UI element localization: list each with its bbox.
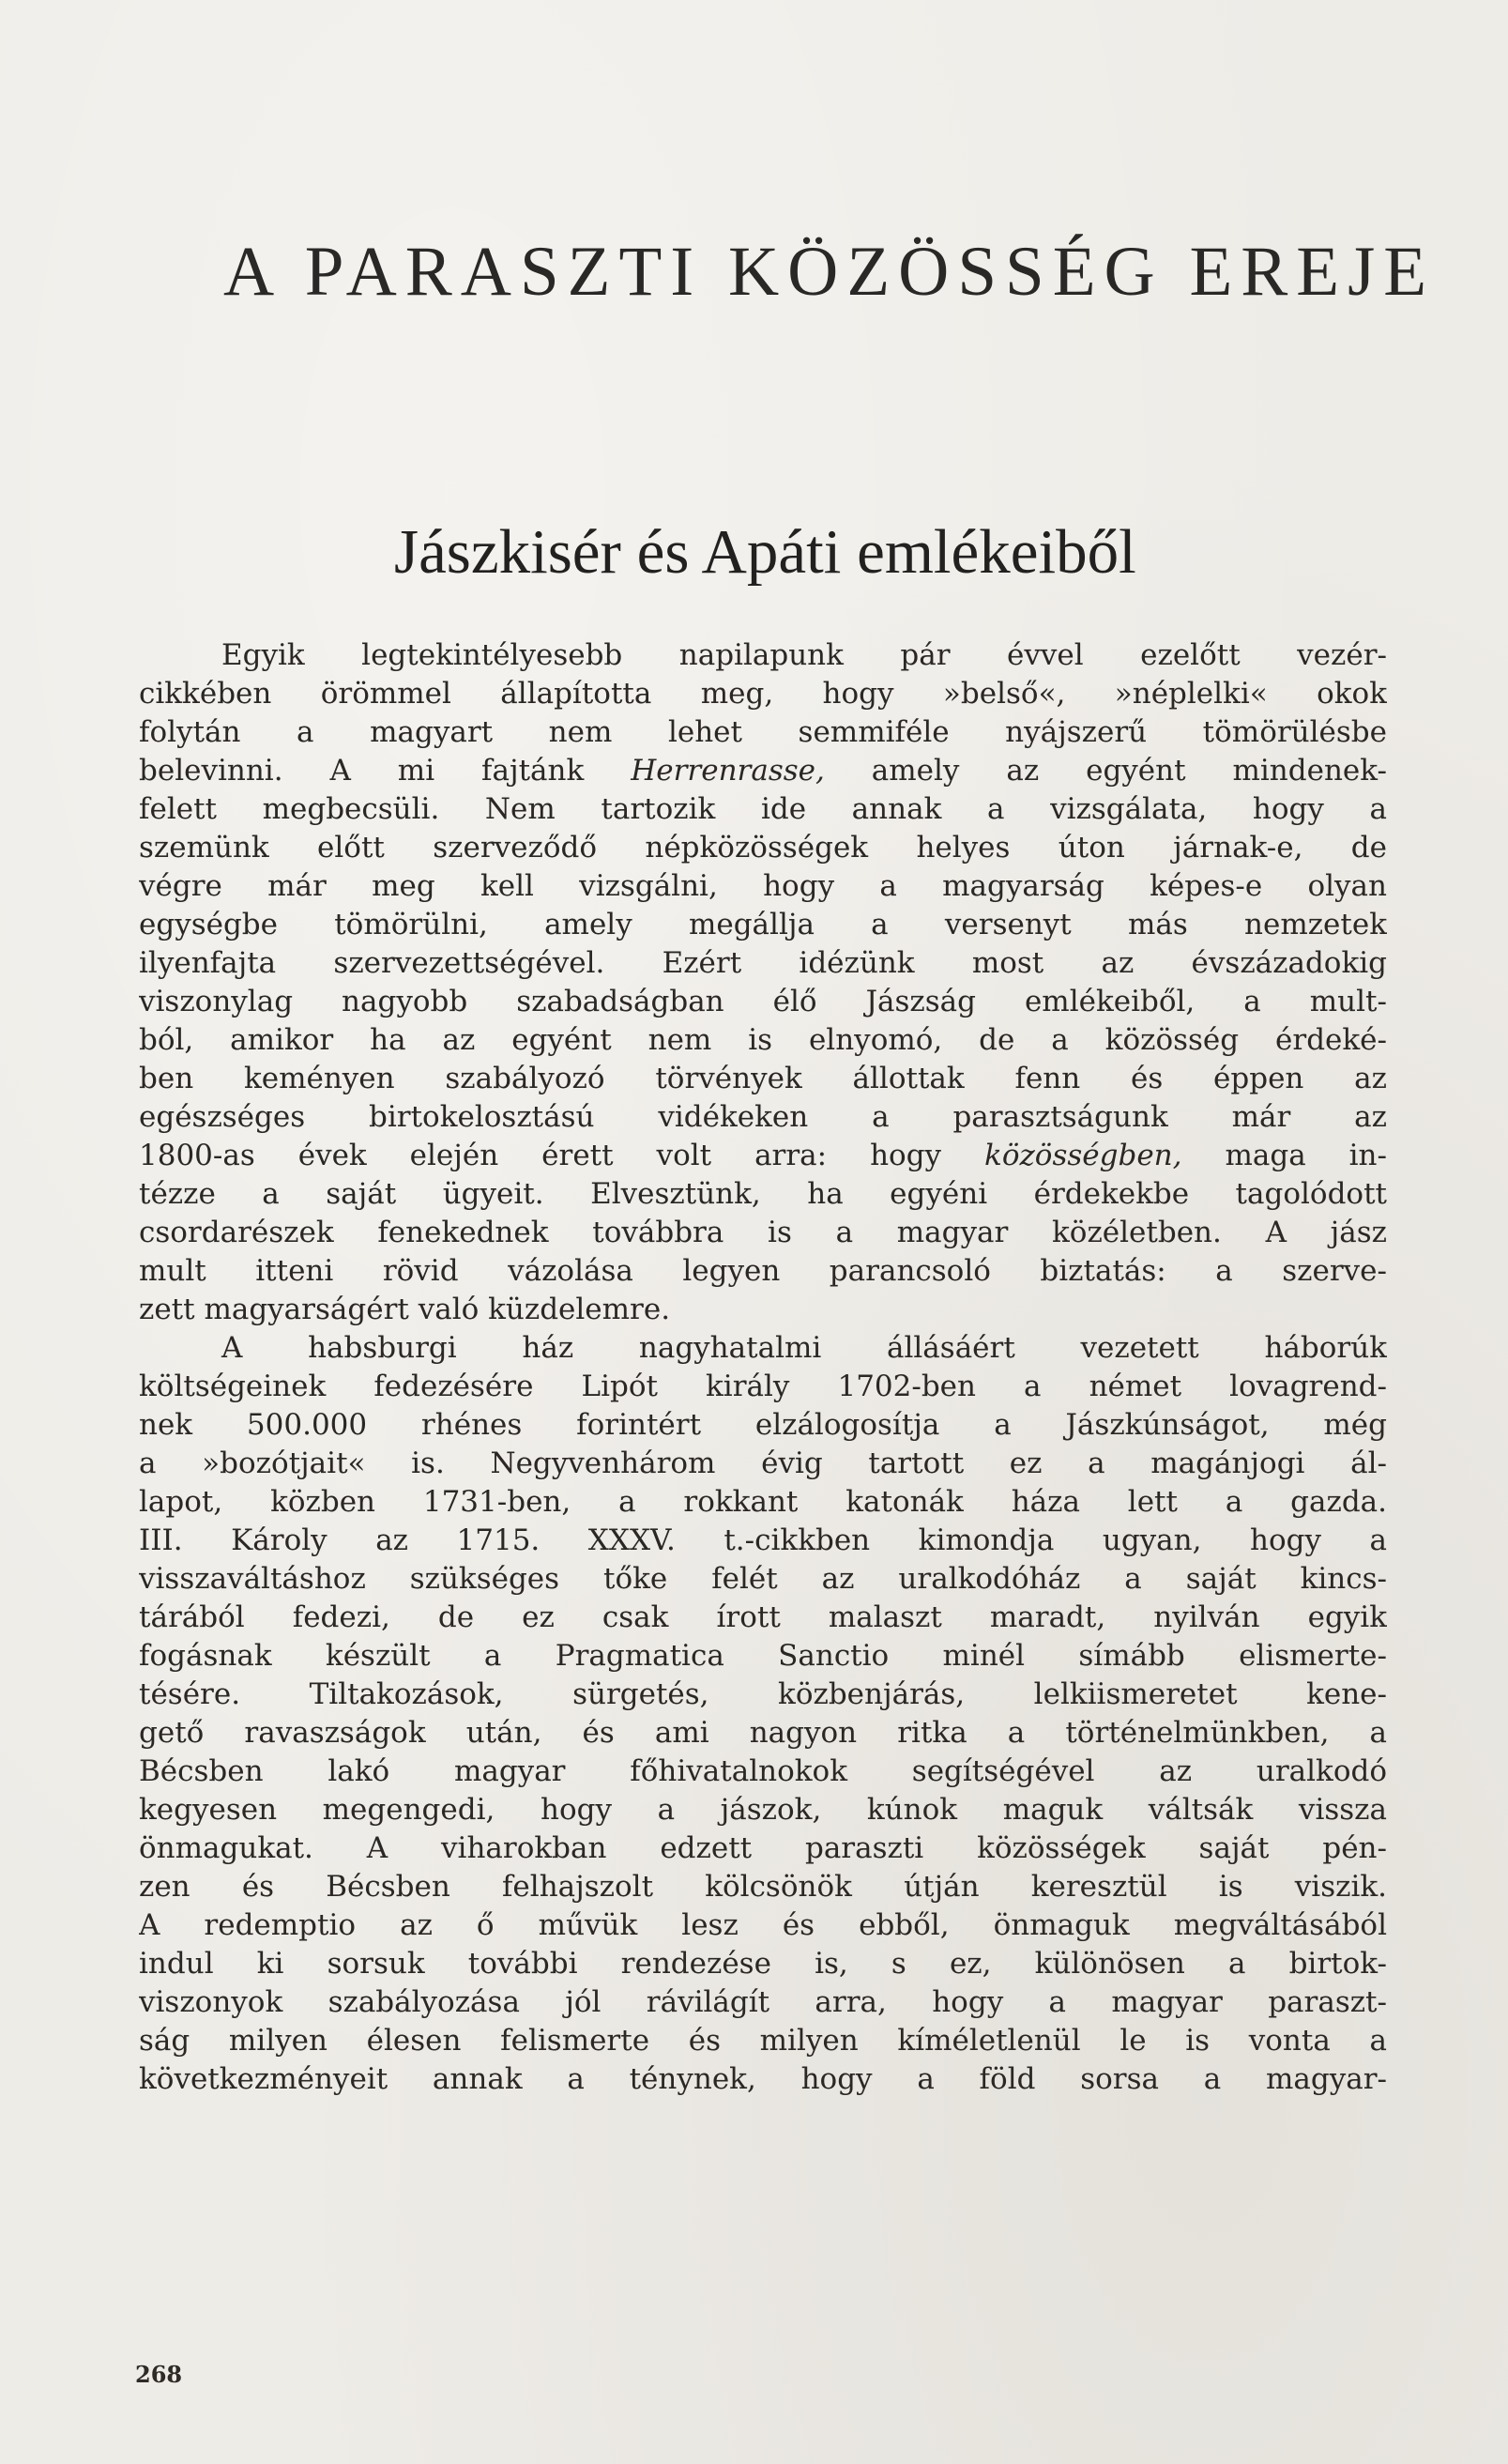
text-line: ság milyen élesen felismerte és milyen kíméletlenül le is vonta a xyxy=(139,2024,1387,2058)
text-line: lapot, közben 1731-ben, a rokkant katonák háza lett a gazda. xyxy=(139,1485,1387,1519)
text-line: A redemptio az ő művük lesz és ebből, önmaguk megváltásából xyxy=(139,1908,1387,1942)
page-number: 268 xyxy=(135,2361,183,2388)
text-line: ból, amikor ha az egyént nem is elnyomó, de a közösség érdeké- xyxy=(139,1023,1387,1057)
text-line xyxy=(139,1137,1387,1175)
text-line: tárából fedezi, de ez csak írott malaszt maradt, nyilván egyik xyxy=(139,1600,1387,1634)
text-line: végre már meg kell vizsgálni, hogy a magyarság képes-e olyan xyxy=(139,869,1387,903)
text-line: ben keményen szabályozó törvények állottak fenn és éppen az xyxy=(139,1062,1387,1095)
italic-term: közösségben, xyxy=(984,1139,1182,1172)
text-line: III. Károly az 1715. XXXV. t.-cikkben kimondja ugyan, hogy a xyxy=(139,1523,1387,1557)
text-line: cikkében örömmel állapította meg, hogy »belső«, »néplelki« okok xyxy=(139,677,1387,711)
text-line: A habsburgi ház nagyhatalmi állásáért vezetett háborúk xyxy=(221,1331,1387,1365)
text-line: mult itteni rövid vázolása legyen parancsoló biztatás: a szerve- xyxy=(139,1254,1387,1288)
text-line: költségeinek fedezésére Lipót király 1702-ben a német lovagrend- xyxy=(139,1370,1387,1403)
text-line: folytán a magyart nem lehet semmiféle nyájszerű tömörülésbe xyxy=(139,715,1387,749)
text-line: Egyik legtekintélyesebb napilapunk pár évvel ezelőtt vezér- xyxy=(221,638,1387,672)
body-text xyxy=(139,636,1387,2099)
text-line: viszonylag nagyobb szabadságban élő Jászság emlékeiből, a mult- xyxy=(139,985,1387,1018)
text-line: viszonyok szabályozása jól rávilágít arra, hogy a magyar paraszt- xyxy=(139,1985,1387,2019)
paragraph-1 xyxy=(139,636,1387,1329)
text-segment: belevinni. A mi fajtánk xyxy=(139,754,585,788)
text-line: szemünk előtt szerveződő népközösségek helyes úton járnak-e, de xyxy=(139,831,1387,865)
text-line: nek 500.000 rhénes forintért elzálogosítja a Jászkúnságot, még xyxy=(139,1408,1387,1442)
text-segment: amely az egyént mindenek- xyxy=(871,754,1387,788)
text-line: gető ravaszságok után, és ami nagyon ritka a történelmünkben, a xyxy=(139,1716,1387,1750)
text-segment: 1800-as évek elején érett volt arra: hogy xyxy=(139,1139,942,1172)
text-line: tésére. Tiltakozások, sürgetés, közbenjárás, lelkiismeretet kene- xyxy=(139,1677,1387,1711)
text-line: zen és Bécsben felhajszolt kölcsönök útján keresztül is viszik. xyxy=(139,1870,1387,1904)
text-line: Bécsben lakó magyar főhivatalnokok segítségével az uralkodó xyxy=(139,1754,1387,1788)
text-line: zett magyarságért való küzdelemre. xyxy=(139,1293,671,1326)
paragraph-2 xyxy=(139,1329,1387,2099)
text-line: egészséges birtokelosztású vidékeken a parasztságunk már az xyxy=(139,1100,1387,1134)
text-line: következményeit annak a ténynek, hogy a föld sorsa a magyar- xyxy=(139,2062,1387,2096)
text-line: indul ki sorsuk további rendezése is, s ez, különösen a birtok- xyxy=(139,1947,1387,1981)
text-line: fogásnak készült a Pragmatica Sanctio minél símább elismerte- xyxy=(139,1639,1387,1673)
chapter-title: Jászkisér és Apáti emlékeiből xyxy=(394,517,1136,587)
text-line: önmagukat. A viharokban edzett paraszti közösségek saját pén- xyxy=(139,1831,1387,1865)
text-segment: maga in- xyxy=(1225,1139,1387,1172)
text-line: visszaváltáshoz szükséges tőke felét az uralkodóház a saját kincs- xyxy=(139,1562,1387,1596)
text-line: kegyesen megengedi, hogy a jászok, kúnok maguk váltsák vissza xyxy=(139,1793,1387,1827)
text-line: a »bozótjait« is. Negyvenhárom évig tartott ez a magánjogi ál- xyxy=(139,1446,1387,1480)
text-line: egységbe tömörülni, amely megállja a versenyt más nemzetek xyxy=(139,908,1387,941)
text-line: tézze a saját ügyeit. Elvesztünk, ha egyéni érdekekbe tagolódott xyxy=(139,1177,1387,1211)
text-line: felett megbecsüli. Nem tartozik ide annak a vizsgálata, hogy a xyxy=(139,792,1387,826)
text-line: ilyenfajta szervezettségével. Ezért idézünk most az évszázadokig xyxy=(139,946,1387,980)
running-title: A PARASZTI KÖZÖSSÉG EREJE xyxy=(223,233,1436,311)
text-line xyxy=(139,752,1387,790)
text-line: csordarészek fenekednek továbbra is a magyar közéletben. A jász xyxy=(139,1216,1387,1249)
italic-term: Herrenrasse, xyxy=(631,754,825,788)
